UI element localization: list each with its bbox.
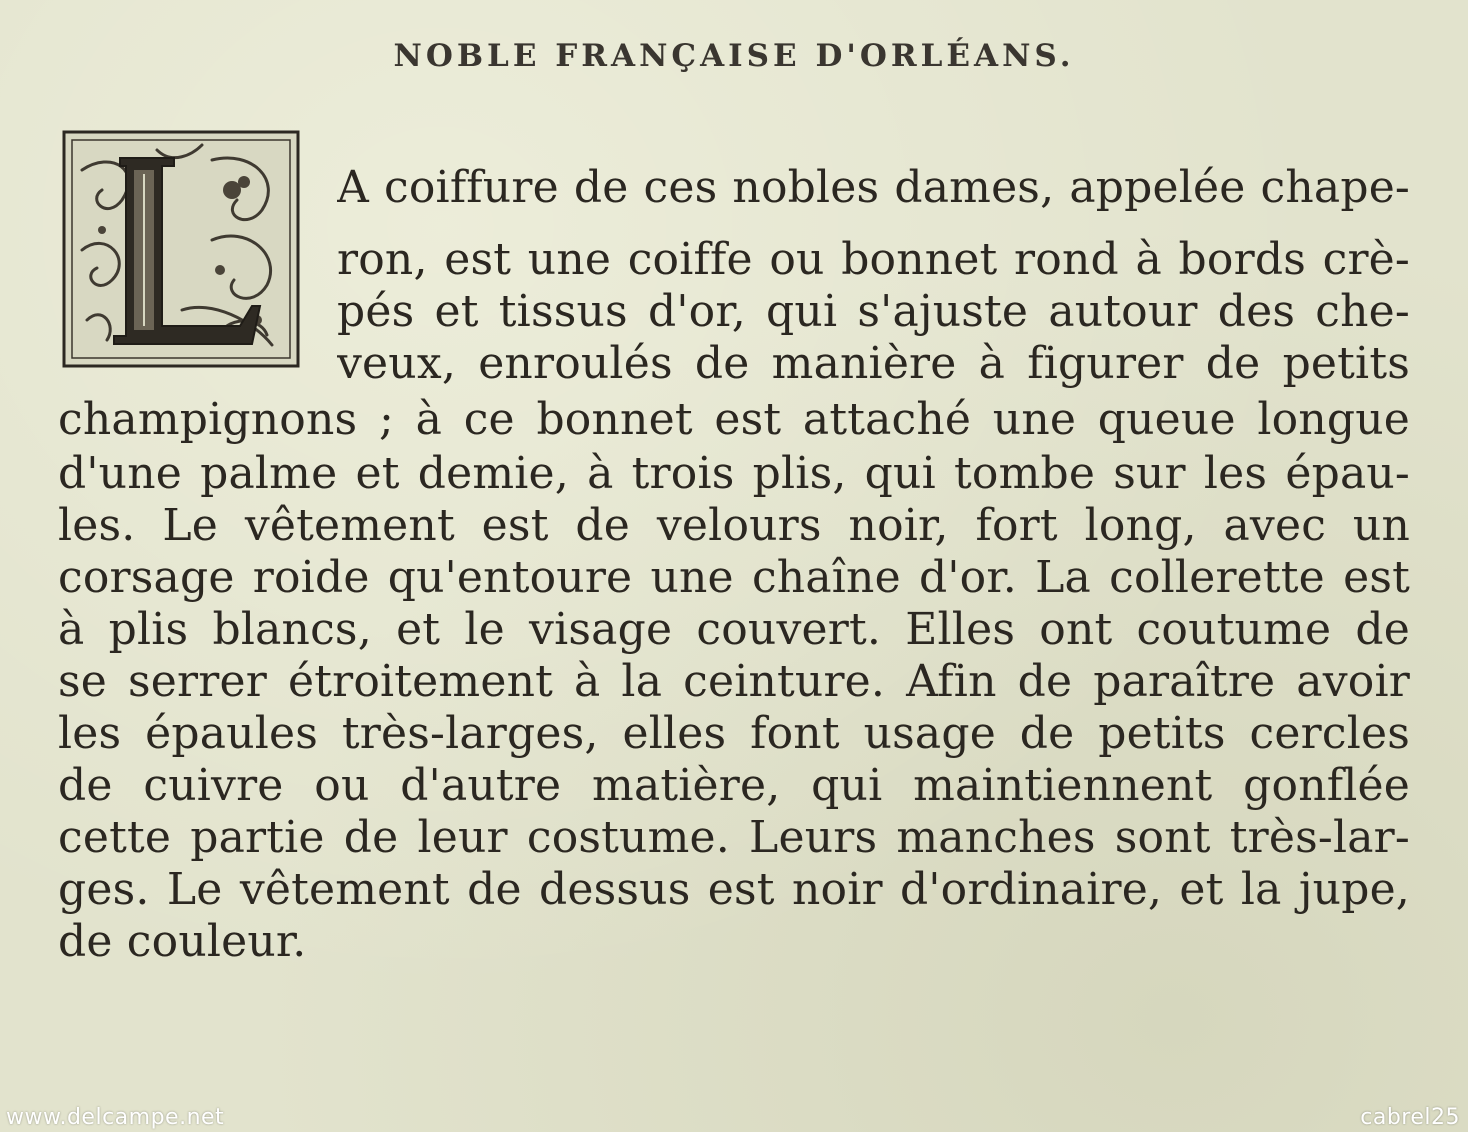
text-line: d'une palme et demie, à trois plis, qui tombe sur les épau- — [58, 448, 1410, 499]
watermark-right: cabrel25 — [1360, 1105, 1460, 1130]
text-line: les épaules très-larges, elles font usage de petits cercles — [58, 708, 1410, 759]
text-line: de cuivre ou d'autre matière, qui maintiennent gonflée — [58, 760, 1410, 811]
text-line: se serrer étroitement à la ceinture. Afin de paraître avoir — [58, 656, 1410, 707]
text-line: ron, est une coiffe ou bonnet rond à bords crè- — [337, 234, 1410, 285]
text-line: à plis blancs, et le visage couvert. Elles ont coutume de — [58, 604, 1410, 655]
text-line: de couleur. — [58, 916, 307, 967]
text-line: pés et tissus d'or, qui s'ajuste autour des che- — [337, 286, 1410, 337]
text-line: corsage roide qu'entoure une chaîne d'or. La collerette est — [58, 552, 1410, 603]
watermark-left: www.delcampe.net — [6, 1105, 225, 1130]
text-line: ges. Le vêtement de dessus est noir d'ordinaire, et la jupe, — [58, 864, 1410, 915]
page-title: NOBLE FRANÇAISE D'ORLÉANS. — [393, 38, 1075, 74]
text-line: cette partie de leur costume. Leurs manches sont très-lar- — [58, 812, 1410, 863]
ornamental-initial-letter-icon — [62, 130, 300, 368]
text-line: A coiffure de ces nobles dames, appelée chape- — [337, 162, 1410, 213]
text-line: champignons ; à ce bonnet est attaché une queue longue — [58, 394, 1410, 445]
text-line: veux, enroulés de manière à figurer de petits — [337, 338, 1410, 389]
text-line: les. Le vêtement est de velours noir, fort long, avec un — [58, 500, 1410, 551]
